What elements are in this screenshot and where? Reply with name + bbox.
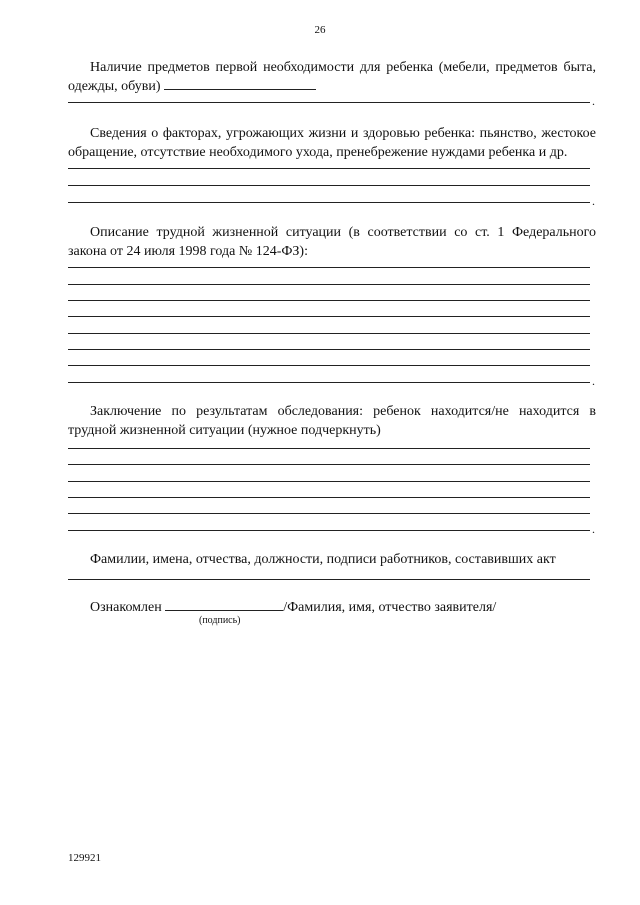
section-conclusion: Заключение по результатам обследования: ребенок находится/не находится в трудной жизненной ситуации (нужное подчеркнуть) [68,404,596,438]
fill-line[interactable] [68,284,590,285]
acknowledgement-label: Ознакомлен [90,600,162,615]
fill-line[interactable] [68,497,590,498]
fill-line[interactable] [68,168,590,169]
fill-line[interactable] [68,333,590,334]
signature-fill-line[interactable] [165,610,283,611]
signatories-fill-line[interactable] [68,579,590,580]
section-threat-factors: Сведения о факторах, угрожающих жизни и здоровью ребенка: пьянство, жестокое обращение, отсутствие необходимого ухода, пренебрежение нуждами ребенка и др. [68,126,596,160]
line-end-dot: . [592,94,595,108]
fill-line[interactable] [68,365,590,366]
section-necessities [68,58,596,96]
section-necessities-text: Наличие предметов первой необходимости для ребенка (мебели, предметов быта, одежды, обуви) [68,60,596,94]
signature-caption: (подпись) [199,615,241,626]
section-signatories: Фамилии, имена, отчества, должности, подписи работников, составивших акт [90,552,556,567]
acknowledgement-suffix: /Фамилия, имя, отчество заявителя/ [283,600,497,615]
page-number: 26 [314,24,326,36]
fill-line[interactable] [68,349,590,350]
fill-line[interactable] [68,202,590,203]
fill-line[interactable] [68,300,590,301]
line-end-dot: . [592,194,595,208]
fill-line[interactable] [68,481,590,482]
fill-line[interactable] [68,102,590,103]
line-end-dot: . [592,522,595,536]
fill-line[interactable] [68,267,590,268]
footer-code: 129921 [68,852,101,864]
fill-line[interactable] [68,382,590,383]
section-difficult-situation: Описание трудной жизненной ситуации (в соответствии со ст. 1 Федерального закона от 24 июля 1998 года № 124-ФЗ): [68,225,596,259]
fill-line[interactable] [68,464,590,465]
fill-line[interactable] [68,513,590,514]
fill-line[interactable] [68,185,590,186]
fill-line[interactable] [68,530,590,531]
fill-line[interactable] [68,448,590,449]
fill-line[interactable] [68,316,590,317]
necessities-fill-line[interactable] [164,89,316,90]
acknowledgement-row [68,598,596,617]
line-end-dot: . [592,374,595,388]
